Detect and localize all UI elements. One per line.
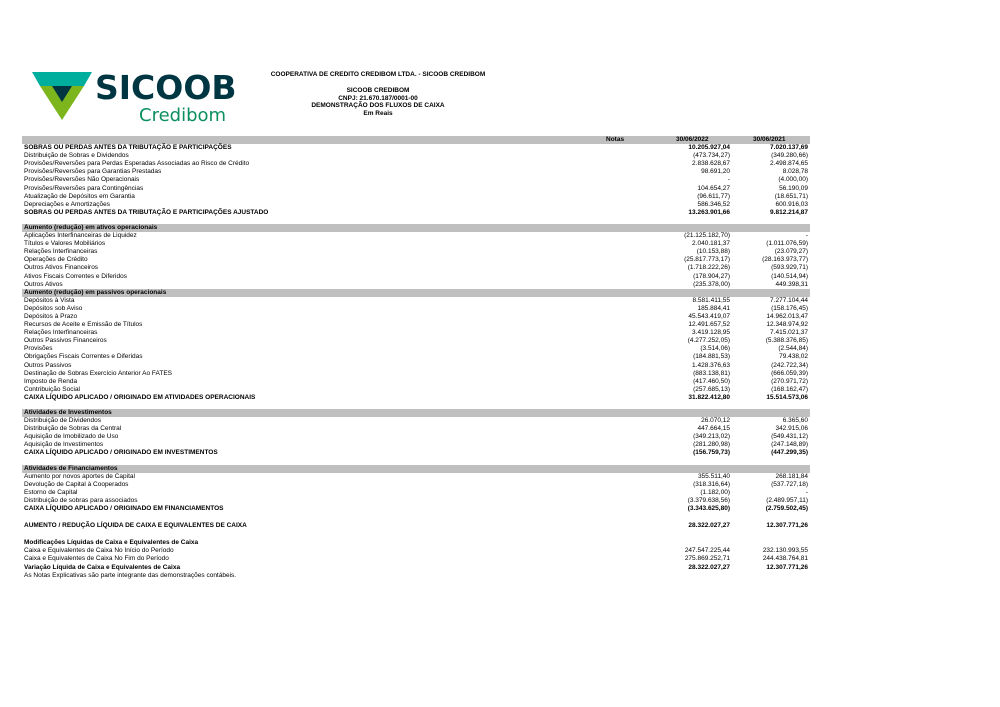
table-row <box>22 425 810 433</box>
table-row <box>22 185 810 193</box>
value-2021: 15.514.573,06 <box>766 393 808 401</box>
value-2022: - <box>727 176 730 184</box>
row-label: Distribuição de Sobras da Central <box>24 425 122 433</box>
value-2021: (447.299,35) <box>771 449 808 457</box>
value-2021: 7.415.021,37 <box>770 329 808 337</box>
value-2021: (28.163.973,77) <box>762 256 808 264</box>
value-2021: 7.020.137,69 <box>770 144 808 152</box>
table-row <box>22 264 810 272</box>
value-2022: 247.547.225,44 <box>684 547 730 555</box>
value-2022: 98.691,20 <box>701 168 730 176</box>
operating-adjustments <box>22 144 810 217</box>
financiamentos-rows <box>22 473 810 513</box>
value-2022: (281.280,98) <box>693 441 730 449</box>
table-row <box>22 394 810 402</box>
value-2022: (4.277.252,05) <box>687 337 730 345</box>
value-2022: 1.428.376,63 <box>692 361 730 369</box>
value-2022: (1.718.222,26) <box>687 264 730 272</box>
entity-name: SICOOB CREDIBOM <box>346 87 410 94</box>
value-2021: (593.929,71) <box>771 264 808 272</box>
value-2022: (473.734,27) <box>693 152 730 160</box>
table-row <box>22 281 810 289</box>
row-label: SOBRAS OU PERDAS ANTES DA TRIBUTAÇÃO E PARTICIPAÇÕES <box>24 144 232 152</box>
row-label: Depósitos à Vista <box>24 296 75 304</box>
section-passivos <box>22 289 810 297</box>
value-2021: (140.514,94) <box>771 272 808 280</box>
aumento-row <box>22 522 810 530</box>
table-row <box>22 489 810 497</box>
value-2021: (242.722,34) <box>771 361 808 369</box>
col-notas: Notas <box>606 136 625 143</box>
row-label: Imposto de Renda <box>24 377 78 385</box>
value-2021: 244.438.764,81 <box>762 555 808 563</box>
row-label: Provisões/Reversões Não Operacionais <box>24 176 140 184</box>
section-ativos <box>22 224 810 232</box>
value-2021: (4.000,00) <box>778 176 808 184</box>
value-2021: 9.812.214,87 <box>770 208 808 216</box>
table-row <box>22 193 810 201</box>
table-row <box>22 497 810 505</box>
table-row <box>22 449 810 457</box>
footnote <box>22 572 810 580</box>
table-row <box>22 297 810 305</box>
table-row <box>22 555 810 563</box>
table-row <box>22 201 810 209</box>
row-label: Outros Ativos <box>24 280 63 288</box>
cash-flow-table <box>22 136 810 580</box>
value-2021: (247.148,89) <box>771 441 808 449</box>
value-2021: 7.277.104,44 <box>770 296 808 304</box>
value-2021: (23.079,27) <box>774 248 808 256</box>
table-row <box>22 505 810 513</box>
row-label: Relações Interfinanceiras <box>24 248 98 256</box>
value-2022: (184.881,53) <box>693 353 730 361</box>
col-year-2021: 30/06/2021 <box>753 136 786 143</box>
value-2021: (18.651,71) <box>774 192 808 200</box>
ativos-rows <box>22 232 810 289</box>
value-2022: (3.379.638,56) <box>687 496 730 504</box>
value-2021: (270.971,72) <box>771 377 808 385</box>
section-label: Atividades de Financiamentos <box>24 464 118 472</box>
table-row <box>22 313 810 321</box>
column-header-row <box>22 136 810 144</box>
table-row <box>22 232 810 240</box>
table-row <box>22 481 810 489</box>
row-label: Obrigações Fiscais Correntes e Diferidas <box>24 353 143 361</box>
value-2022: 447.664,15 <box>697 425 730 433</box>
value-2022: 10.205.927,04 <box>688 144 730 152</box>
value-2022: (417.460,50) <box>693 377 730 385</box>
value-2022: 586.346,52 <box>697 200 730 208</box>
value-2021: 56.190,09 <box>779 184 808 192</box>
table-row <box>22 564 810 572</box>
value-2022: 12.491.657,52 <box>688 321 730 329</box>
row-label: Depósitos à Prazo <box>24 312 78 320</box>
row-label: Distribuição de Dividendos <box>24 417 101 425</box>
row-label: CAIXA LÍQUIDO APLICADO / ORIGINADO EM INVESTIMENTOS <box>24 449 218 457</box>
section-investimentos <box>22 409 810 417</box>
value-2022: (349.213,02) <box>693 433 730 441</box>
table-row <box>22 353 810 361</box>
table-row <box>22 370 810 378</box>
value-2021: 79.438,02 <box>779 353 808 361</box>
value-2022: (3.343.625,80) <box>687 505 730 513</box>
value-2021: (2.544,84) <box>778 345 808 353</box>
value-2021: (2.759.502,45) <box>765 505 808 513</box>
row-label: Contribuição Social <box>24 385 81 393</box>
value-2022: 185.884,41 <box>697 304 730 312</box>
value-2021: 268.181,84 <box>775 472 808 480</box>
value-2022: (178.904,27) <box>693 272 730 280</box>
table-row <box>22 362 810 370</box>
value-2022: (96.611,77) <box>697 192 730 200</box>
section-label: Atividades de Investimentos <box>24 409 112 416</box>
row-label: Depreciações e Amortizações <box>24 200 110 208</box>
row-label: Aquisição de Imobilizado de Uso <box>24 433 119 441</box>
row-label: Modificações Líquidas de Caixa e Equivalentes de Caixa <box>24 539 199 547</box>
row-label: Devolução de Capital à Cooperados <box>24 480 129 488</box>
value-2022: 8.581.411,55 <box>692 296 730 304</box>
value-2021: 12.307.771,26 <box>766 563 808 571</box>
table-row <box>22 337 810 345</box>
table-row <box>22 209 810 217</box>
value-2021: (666.059,39) <box>771 369 808 377</box>
table-row <box>22 386 810 394</box>
row-label: Provisões/Reversões para Garantias Prestadas <box>24 168 162 176</box>
table-row <box>22 160 810 168</box>
table-row <box>22 144 810 152</box>
brand-name: SICOOB <box>95 68 237 107</box>
cooperative-name: COOPERATIVA DE CREDITO CREDIBOM LTDA. - SICOOB CREDIBOM <box>270 71 486 78</box>
value-2021: - <box>805 232 808 240</box>
row-label: Caixa e Equivalentes de Caixa No Fim do Período <box>24 555 169 563</box>
row-label: Destinação de Sobras Exercício Anterior Ao FATES <box>24 369 173 377</box>
value-2022: 2.838.628,67 <box>692 160 730 168</box>
value-2022: (318.316,64) <box>693 480 730 488</box>
row-label: Provisões <box>24 345 53 353</box>
table-row <box>22 329 810 337</box>
value-2021: 6.365,60 <box>782 417 808 425</box>
value-2022: 31.822.412,80 <box>688 393 730 401</box>
section-label: Aumento (redução) em passivos operacionais <box>24 288 167 296</box>
table-row <box>22 273 810 281</box>
row-label: Depósitos sob Aviso <box>24 304 83 312</box>
value-2021: 8.028,78 <box>782 168 808 176</box>
report-title: DEMONSTRAÇÃO DOS FLUXOS DE CAIXA <box>311 102 445 110</box>
table-row <box>22 378 810 386</box>
value-2021: 342.915,06 <box>775 425 808 433</box>
value-2022: 3.419.128,95 <box>692 329 730 337</box>
table-row <box>22 248 810 256</box>
row-label: Outros Passivos Financeiros <box>24 337 107 345</box>
value-2022: 28.322.027,27 <box>688 563 730 571</box>
table-row <box>22 168 810 176</box>
value-2022: (1.182,00) <box>700 488 730 496</box>
row-label: Estorno de Capital <box>24 488 78 496</box>
table-row <box>22 256 810 264</box>
section-financiamentos <box>22 465 810 473</box>
value-2022: 26.070,12 <box>701 417 730 425</box>
value-2022: 355.511,40 <box>697 472 730 480</box>
value-2022: (10.153,88) <box>696 248 730 256</box>
row-label: SOBRAS OU PERDAS ANTES DA TRIBUTAÇÃO E PARTICIPAÇÕES AJUSTADO <box>24 208 269 216</box>
cnpj: CNPJ: 21.670.187/0001-00 <box>338 94 418 102</box>
row-label: Atualização de Depósitos em Garantia <box>24 192 135 200</box>
value-2021: (168.162,47) <box>771 385 808 393</box>
value-2021: 2.498.874,65 <box>770 160 808 168</box>
table-row <box>22 176 810 184</box>
sicoob-symbol-icon <box>32 72 92 120</box>
row-label: Relações Interfinanceiras <box>24 329 98 337</box>
value-2022: (156.759,73) <box>693 449 730 457</box>
row-label: Aquisição de Investimentos <box>24 441 104 449</box>
value-2021: 449.398,31 <box>775 280 808 288</box>
value-2021: 14.962.013,47 <box>766 312 808 320</box>
table-row <box>22 433 810 441</box>
value-2021: - <box>805 488 808 496</box>
value-2021: 12.307.771,26 <box>766 522 808 530</box>
sicoob-logo <box>32 68 237 130</box>
investimentos-rows <box>22 417 810 457</box>
row-label: Recursos de Aceite e Emissão de Títulos <box>24 321 143 329</box>
row-label: Distribuição de Sobras e Dividendos <box>24 152 129 160</box>
value-2022: (235.378,00) <box>693 280 730 288</box>
table-row <box>22 417 810 425</box>
value-2022: 45.543.419,07 <box>688 312 730 320</box>
value-2021: 600.916,03 <box>775 200 808 208</box>
value-2021: (158.176,45) <box>771 304 808 312</box>
value-2022: 13.263.901,66 <box>688 208 730 216</box>
value-2022: (883.138,81) <box>693 369 730 377</box>
row-label: Títulos e Valores Mobiliários <box>24 240 106 248</box>
row-label: AUMENTO / REDUÇÃO LÍQUIDA DE CAIXA E EQUIVALENTES DE CAIXA <box>24 522 247 530</box>
row-label: CAIXA LÍQUIDO APLICADO / ORIGINADO EM ATIVIDADES OPERACIONAIS <box>24 393 256 401</box>
row-label: Ativos Fiscais Correntes e Diferidos <box>24 272 127 280</box>
row-label: Aumento por novos aportes de Capital <box>24 472 135 480</box>
row-label: Aplicações Interfinanceiras de Liquidez <box>24 232 137 240</box>
modificacoes-title <box>22 539 810 547</box>
value-2022: (257.685,13) <box>693 385 730 393</box>
value-2021: (2.489.957,11) <box>766 496 808 504</box>
value-2021: (5.388.376,85) <box>765 337 808 345</box>
row-label: CAIXA LÍQUIDO APLICADO / ORIGINADO EM FINANCIAMENTOS <box>24 505 224 513</box>
value-2021: (549.431,12) <box>771 433 808 441</box>
passivos-rows <box>22 297 810 402</box>
row-label: Provisões/Reversões para Contingências <box>24 184 144 192</box>
value-2021: (1.011.076,59) <box>766 240 808 248</box>
row-label: Distribuição de sobras para associados <box>24 496 138 504</box>
modificacoes-rows <box>22 547 810 571</box>
value-2022: 2.040.181,37 <box>692 240 730 248</box>
table-row <box>22 305 810 313</box>
row-label: Outros Passivos <box>24 361 72 369</box>
value-2022: (25.817.773,17) <box>684 256 730 264</box>
value-2022: 104.654,27 <box>697 184 730 192</box>
table-row <box>22 473 810 481</box>
value-2021: 12.348.974,92 <box>766 321 808 329</box>
row-label: Operações de Crédito <box>24 256 88 264</box>
col-year-2022: 30/06/2022 <box>676 136 709 143</box>
row-label: Caixa e Equivalentes de Caixa No Início do Período <box>24 547 174 555</box>
table-row <box>22 321 810 329</box>
table-row <box>22 240 810 248</box>
brand-sub: Credibom <box>139 105 227 126</box>
row-label: Outros Ativos Financeiros <box>24 264 99 272</box>
value-2021: 232.130.993,55 <box>762 547 808 555</box>
currency-unit: Em Reais <box>363 109 393 117</box>
value-2022: 275.869.252,71 <box>684 555 730 563</box>
row-label: Variação Líquida de Caixa e Equivalentes de Caixa <box>24 563 181 571</box>
value-2022: 28.322.027,27 <box>688 522 730 530</box>
table-row <box>22 345 810 353</box>
table-row <box>22 547 810 555</box>
footnote-text: As Notas Explicativas são parte integrante das demonstrações contábeis. <box>24 571 237 579</box>
row-label: Provisões/Reversões para Perdas Esperadas Associadas ao Risco de Crédito <box>24 160 250 168</box>
table-row <box>22 152 810 160</box>
value-2021: (537.727,18) <box>771 480 808 488</box>
value-2022: (21.125.182,70) <box>684 232 730 240</box>
value-2022: (3.514,06) <box>700 345 730 353</box>
section-label: Aumento (redução) em ativos operacionais <box>24 223 158 231</box>
value-2021: (349.280,66) <box>771 152 808 160</box>
